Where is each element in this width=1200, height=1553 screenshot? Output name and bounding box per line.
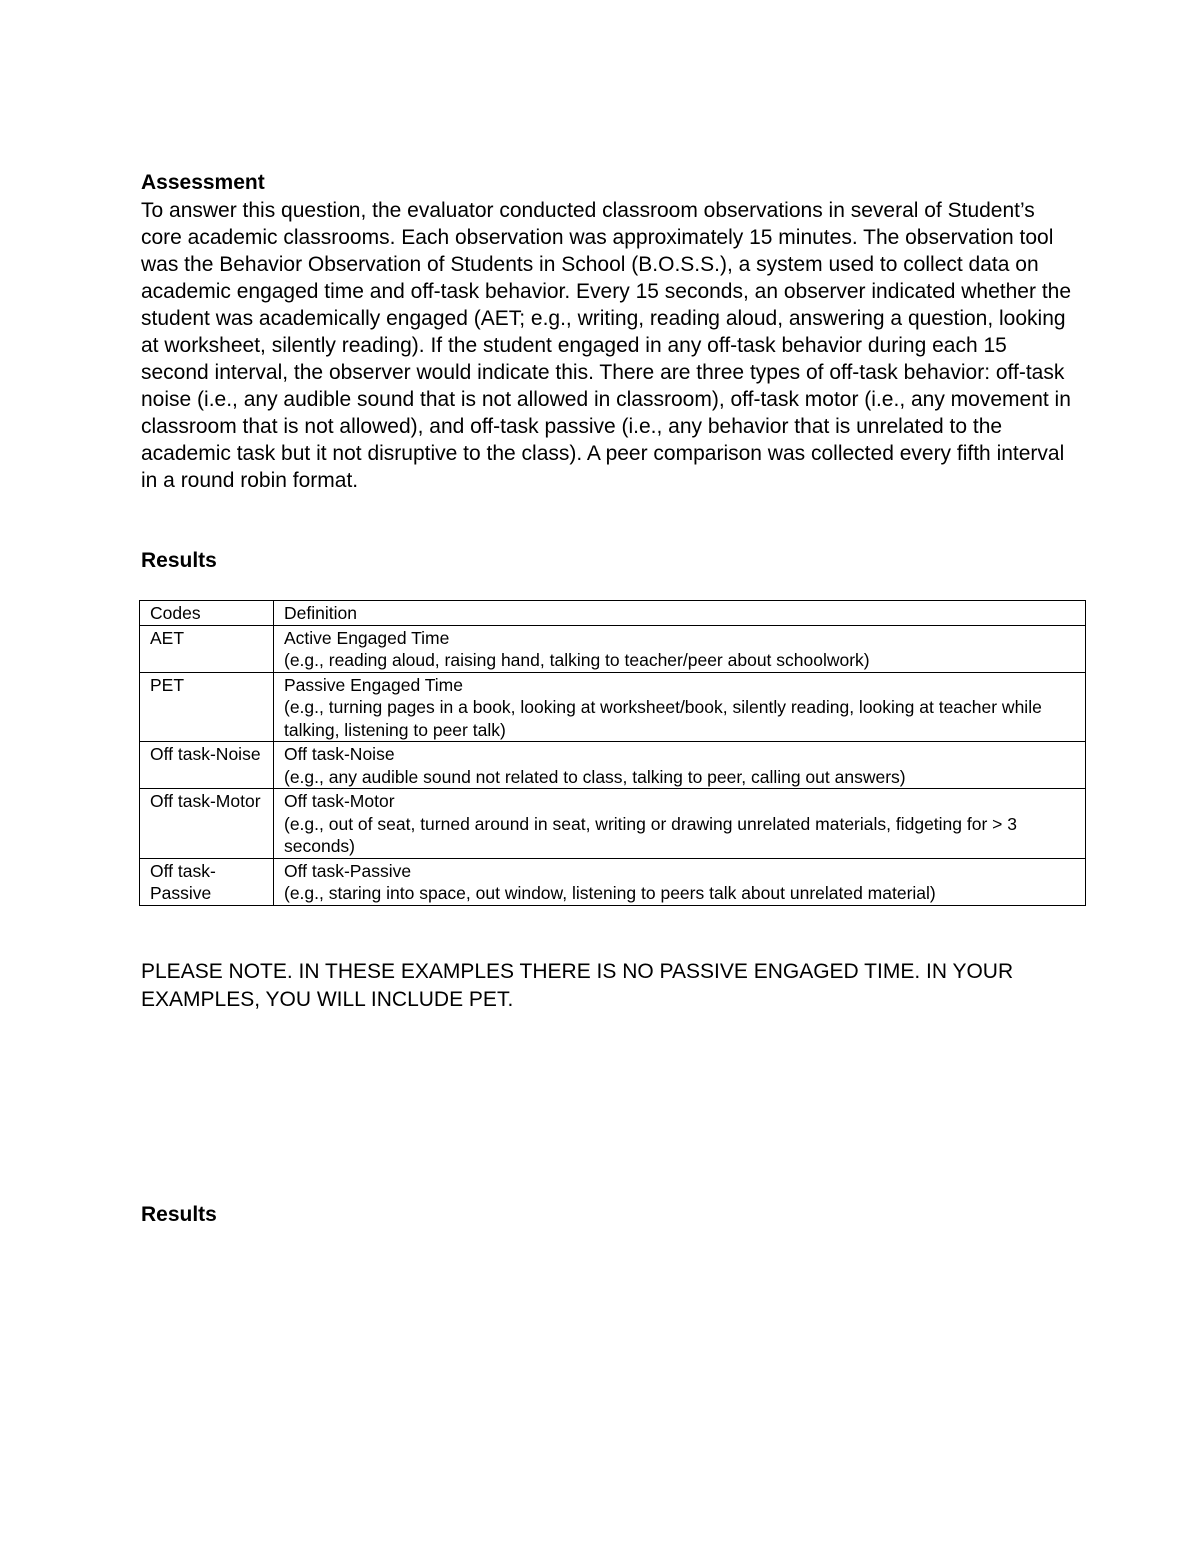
definition-example: (e.g., turning pages in a book, looking at worksheet/book, silently reading, looking at teacher while talking, listening to peer talk)	[284, 697, 1042, 740]
code-cell: Off task-Passive	[140, 858, 274, 905]
definition-title: Off task-Passive	[284, 860, 412, 881]
table-row	[140, 858, 1086, 905]
code-cell: Off task-Motor	[140, 789, 274, 859]
column-header-definition: Definition	[274, 601, 1086, 626]
assessment-heading: Assessment	[141, 171, 265, 194]
definition-example: (e.g., staring into space, out window, listening to peers talk about unrelated material)	[284, 883, 936, 903]
codes-table	[139, 600, 1086, 906]
definition-cell	[274, 858, 1086, 905]
definition-title: Active Engaged Time	[284, 627, 450, 648]
assessment-paragraph: To answer this question, the evaluator conducted classroom observations in several of Student’s core academic classrooms. Each observation was approximately 15 minutes. The observation tool was the Behavior Observation of Students in School (B.O.S.S.), a system used to collect data on academic engaged time and off-task behavior. Every 15 seconds, an observer indicated whether the student was academically engaged (AET; e.g., writing, reading aloud, answering a question, looking at worksheet, silently reading). If the student engaged in any off-task behavior during each 15 second interval, the observer would indicate this. There are three types of off-task behavior: off-task noise (i.e., any audible sound that is not allowed in classroom), off-task motor (i.e., any movement in classroom that is not allowed), and off-task passive (i.e., any behavior that is unrelated to the academic task but it not disruptive to the class). A peer comparison was collected every fifth interval in a round robin format.	[141, 199, 1072, 492]
definition-example: (e.g., out of seat, turned around in seat, writing or drawing unrelated materials, fidgeting for > 3 seconds)	[284, 813, 1017, 856]
definition-example: (e.g., any audible sound not related to class, talking to peer, calling out answers)	[284, 766, 906, 787]
table-header-row	[140, 601, 1086, 626]
definition-example: (e.g., reading aloud, raising hand, talking to teacher/peer about schoolwork)	[284, 650, 870, 670]
table-row	[140, 742, 1086, 789]
results-heading: Results	[141, 1203, 217, 1226]
please-note-text: PLEASE NOTE. IN THESE EXAMPLES THERE IS NO PASSIVE ENGAGED TIME. IN YOUR EXAMPLES, YOU WILL INCLUDE PET.	[141, 960, 1014, 1011]
column-header-codes: Codes	[140, 601, 274, 626]
definition-cell	[274, 789, 1086, 859]
table-row	[140, 789, 1086, 859]
table-row	[140, 625, 1086, 672]
definition-title: Passive Engaged Time	[284, 674, 463, 695]
code-cell: AET	[140, 625, 274, 672]
definition-cell	[274, 672, 1086, 742]
results-heading: Results	[141, 549, 217, 572]
definition-cell	[274, 625, 1086, 672]
code-cell: PET	[140, 672, 274, 742]
code-cell: Off task-Noise	[140, 742, 274, 789]
definition-cell	[274, 742, 1086, 789]
definition-title: Off task-Motor	[284, 791, 395, 811]
table-row	[140, 672, 1086, 742]
definition-title: Off task-Noise	[284, 744, 395, 764]
